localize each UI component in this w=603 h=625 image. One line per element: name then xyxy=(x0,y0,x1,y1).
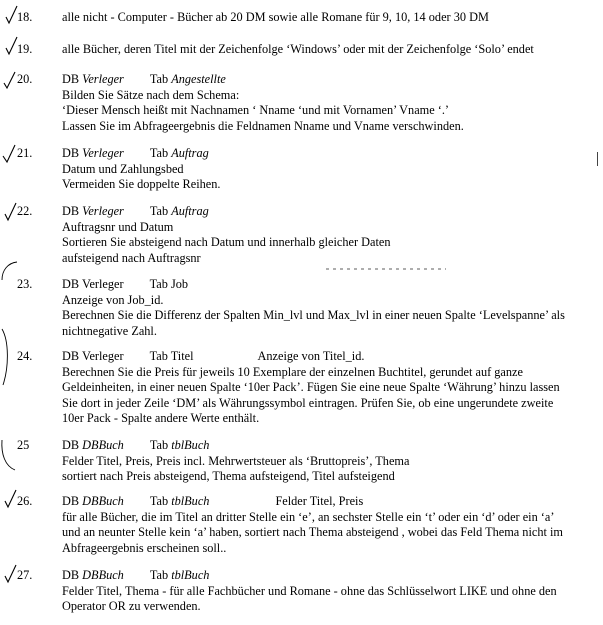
exercise-text-line: Auftragsnr und Datum xyxy=(62,219,174,234)
exercise-text-line: aufsteigend nach Auftragsnr xyxy=(62,250,201,265)
table-name: tblBuch xyxy=(171,438,210,452)
exercise-text-line: ‘Dieser Mensch heißt mit Nachnamen ‘ Nname ‘und mit Vornamen’ Vname ‘.’ xyxy=(62,103,450,117)
checkmark-icon xyxy=(4,564,16,582)
exercise-number: 22. xyxy=(17,204,33,218)
exercise-header-extra: Anzeige von Titel_id. xyxy=(257,349,365,363)
checkmark-icon xyxy=(4,489,16,507)
table-name: tblBuch xyxy=(171,568,210,582)
exercise-text-line: Vermeiden Sie doppelte Reihen. xyxy=(62,177,221,191)
checkmark-icon xyxy=(3,70,15,88)
exercise-text-line: Felder Titel, xyxy=(62,583,123,598)
exercise-text-line: Sortieren Sie absteigend nach Datum und innerhalb gleicher Daten xyxy=(62,235,391,249)
scan-artifact-smudge xyxy=(326,268,446,270)
checkmark-icon xyxy=(4,202,16,220)
db-name: Verleger xyxy=(81,349,124,363)
table-name: tblBuch xyxy=(171,494,210,508)
exercise-text-line: Operator OR zu verwenden. xyxy=(62,599,201,613)
pencil-arc-mark xyxy=(0,260,18,282)
exercise-text-line: Geldeinheiten, in einer neuen Spalte ‘10er Pack’. Fügen Sie eine neue Spalte ‘Währung’ hinzu lassen xyxy=(62,380,560,394)
exercise-header: DB Verleger Tab Auftrag xyxy=(62,146,209,160)
exercise-text-line: und an neunter Stelle kein ‘a’ haben, sortiert nach Thema absteigend , wobei das Feld Thema nicht im xyxy=(62,525,563,539)
exercise-text-line: Anzeige von Job_id. xyxy=(62,292,164,307)
exercise-text-line: nichtnegative Zahl. xyxy=(62,323,157,338)
exercise-number: 27. xyxy=(17,568,33,582)
exercise-header-extra: Thema - für alle Fachbücher und Romane - ohne das Schlüsselwort LIKE und ohne den xyxy=(125,583,557,598)
exercise-header: DB DBBuch Tab tblBuch xyxy=(62,438,210,452)
exercise-header: DB Verleger Tab Angestellte xyxy=(62,72,226,86)
exercise-number: 20. xyxy=(17,72,33,86)
checkmark-icon xyxy=(5,36,17,54)
exercise-number: 18. xyxy=(17,10,33,24)
exercise-text-line: Sie dort in jeder Zeile ‘DM’ als Währungssymbol eintragen. Prüfen Sie, ob eine ungerundete zweite xyxy=(62,395,554,410)
exercise-header: DB Verleger Tab Auftrag xyxy=(62,204,209,218)
exercise-header: DB Verleger Tab Job xyxy=(62,277,189,291)
exercise-text-line: Lassen Sie im Abfrageergebnis die Feldnamen Nname und Vname verschwinden. xyxy=(62,118,464,133)
exercise-header-extra: Felder Titel, Preis xyxy=(275,494,364,508)
checkmark-icon xyxy=(5,5,17,23)
exercise-text-line: für alle Bücher, die im Titel an dritter Stelle ein ‘e’, an sechster Stelle ein ‘t’ oder ein ‘d’ oder ein ‘a’ xyxy=(62,509,555,524)
db-name: Verleger xyxy=(82,72,124,86)
exercise-number: 24. xyxy=(17,349,33,363)
db-name: DBBuch xyxy=(82,438,124,452)
exercise-text-line: alle nicht - Computer - Bücher ab 20 DM sowie alle Romane für 9, 10, 14 oder 30 DM xyxy=(62,10,489,24)
checkmark-icon xyxy=(2,144,14,162)
exercise-header: DB Verleger Tab Titel Anzeige von Titel_id. xyxy=(62,349,365,363)
pencil-bracket-mark xyxy=(0,327,12,387)
exercise-text-line: Datum und Zahlungsbed xyxy=(62,161,184,176)
exercise-text-row xyxy=(62,584,600,600)
db-name: Verleger xyxy=(82,204,124,218)
exercise-text-line: Abfrageergebnis erscheinen soll.. xyxy=(62,540,227,555)
exercise-text-line: Berechnen Sie die Differenz der Spalten Min_lvl und Max_lvl in einer neuen Spalte ‘Levelspanne’ als xyxy=(62,308,565,322)
table-name: Auftrag xyxy=(171,204,209,218)
pencil-curve-mark xyxy=(0,438,16,472)
table-name: Titel xyxy=(170,349,194,363)
exercise-text-line: Felder Titel, Preis, Preis incl. Mehrwertsteuer als ‘Bruttopreis’, Thema xyxy=(62,453,410,468)
table-name: Auftrag xyxy=(171,146,209,160)
db-name: Verleger xyxy=(82,146,124,160)
exercise-number: 25 xyxy=(17,438,30,452)
exercise-number: 23. xyxy=(17,277,33,291)
exercise-text-line: 10er Pack - Spalte andere Werte enthält. xyxy=(62,411,260,425)
db-name: DBBuch xyxy=(82,568,124,582)
exercise-header: DB DBBuch Tab tblBuch xyxy=(62,568,210,582)
exercise-header: DB DBBuch Tab tblBuch Felder Titel, Preis xyxy=(62,494,364,508)
exercise-number: 21. xyxy=(17,146,33,160)
exercise-number: 26. xyxy=(17,494,33,508)
db-name: DBBuch xyxy=(82,494,124,508)
exercise-text-line: Berechnen Sie die Preis für jeweils 10 Exemplare der einzelnen Buchtitel, gerundet auf ganze xyxy=(62,364,523,379)
exercise-text-line: Bilden Sie Sätze nach dem Schema: xyxy=(62,87,240,102)
exercise-number: 19. xyxy=(17,42,33,56)
exercise-text-line: sortiert nach Preis absteigend, Thema aufsteigend, Titel aufsteigend xyxy=(62,469,395,483)
db-name: Verleger xyxy=(81,277,124,291)
table-name: Job xyxy=(170,277,189,291)
exercise-text-line: alle Bücher, deren Titel mit der Zeichenfolge ‘Windows’ oder mit der Zeichenfolge ‘Solo’ endet xyxy=(62,42,534,56)
table-name: Angestellte xyxy=(171,72,226,86)
